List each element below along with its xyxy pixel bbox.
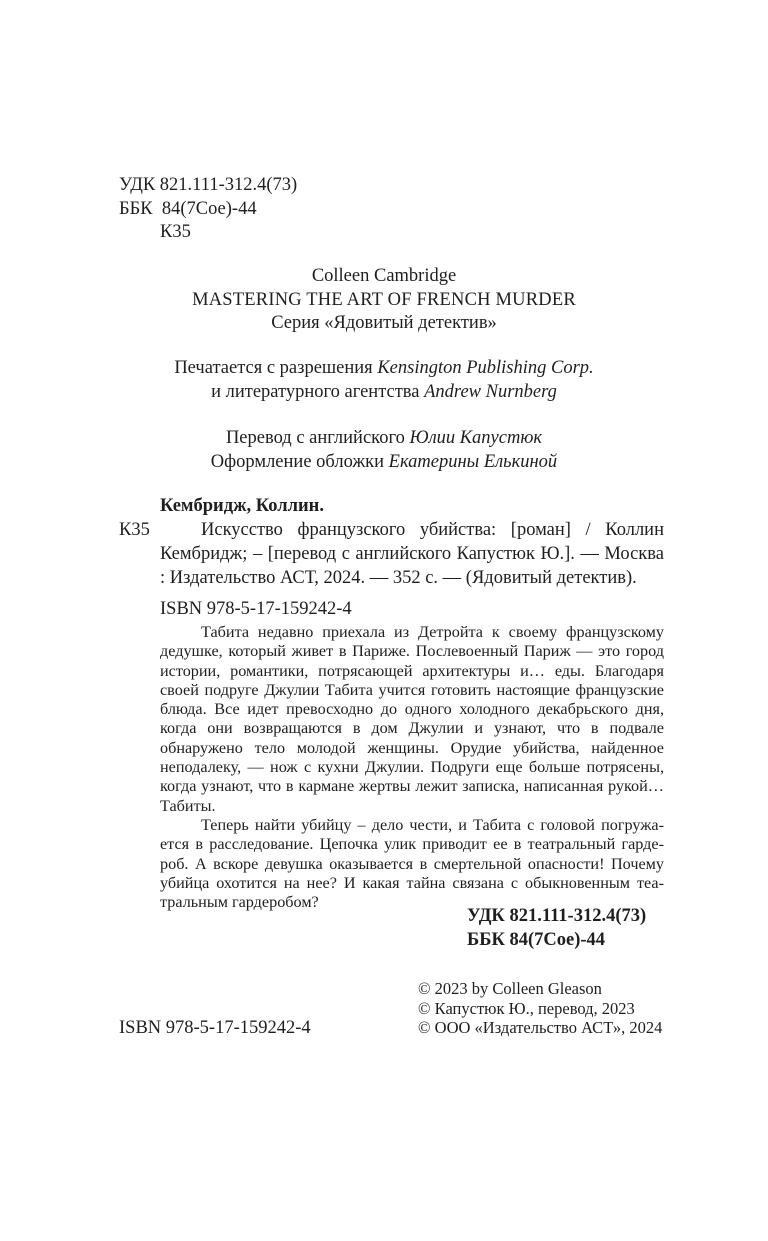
credits-block (0, 427, 768, 474)
original-title-block (0, 265, 768, 336)
annotation-paragraph: Теперь найти убийцу – дело чести, и Табита с головой погружается в расследование. Цепочка улик приводит ее в театральный гардероб. А вскоре девушка оказывается в смертельной опасности! Почему убийца охотится на нее? И какая тайна связана с обыкновенным театральным гардеробом? (160, 815, 664, 912)
agency-name: Andrew Nurnberg (424, 381, 557, 402)
footer-isbn: ISBN 978-5-17-159242-4 (119, 1018, 311, 1038)
author-heading: Кембридж, Коллин. (160, 496, 324, 516)
classification-codes-top (119, 174, 297, 245)
bbk-code: ББК 84(7Сое)-44 (119, 198, 257, 219)
publisher-name: Kensington Publishing Corp. (377, 358, 594, 378)
classification-codes-bottom (467, 905, 646, 952)
cover-credit (0, 451, 768, 475)
permission-line-1 (0, 357, 768, 381)
agency-prefix: и литературного агентства (211, 381, 425, 402)
cover-designer-name: Екатерины Елькиной (388, 451, 558, 472)
copyright-line: © Капустюк Ю., перевод, 2023 (418, 998, 635, 1018)
entry-description: Искусство французского убийства: [роман] / Коллин Кембридж; – [перевод с английского Капустюк Ю.]. — Москва : Издательство АСТ, 2024. — 352 с. — (Ядовитый детектив). (160, 520, 664, 588)
original-author: Colleen Cambridge (311, 266, 457, 286)
udk-code-bold: УДК 821.111-312.4(73) (467, 906, 647, 926)
entry-code: К35 (119, 520, 150, 540)
bibliographic-record (119, 494, 664, 621)
udk-code: УДК 821.111-312.4(73) (119, 175, 298, 195)
permission-prefix: Печатается с разрешения (174, 358, 378, 378)
bbk-code-bold: ББК 84(7Сое)-44 (467, 929, 606, 950)
translator-name: Юлии Капустюк (409, 428, 543, 448)
copyright-line: © 2023 by Colleen Gleason (418, 979, 602, 998)
copyright-notices (418, 979, 662, 1038)
translation-prefix: Перевод с английского (225, 428, 410, 448)
author-mark: К35 (160, 222, 191, 242)
permission-line-2 (0, 381, 768, 405)
annotation-paragraph: Табита недавно приехала из Детройта к своему французскому дедушке, который живет в Париже. Послевоенный Париж — это город истории, романтики, потрясающей архитектуры и… еды. Благодаря своей подруге Джулии Табита учится готовить настоящие французские блюда. Все идет превосходно до одного холодного декабрьского дня, когда они возвращаются в дом Джулии и узнают, что в подвале обнаружено тело молодой женщины. Орудие убийства, найденное неподалеку, — нож с кухни Джулии. Подруги еще больше потрясены, когда узнают, что в кармане жертвы лежит записка, написанная рукой… Табиты. (160, 623, 664, 815)
copyright-line: © ООО «Издательство АСТ», 2024 (418, 1018, 663, 1037)
annotation (160, 623, 664, 912)
permission-block (0, 357, 768, 404)
original-title: MASTERING THE ART OF FRENCH MURDER (192, 289, 576, 310)
series-name: Серия «Ядовитый детектив» (271, 313, 497, 333)
entry-isbn: ISBN 978-5-17-159242-4 (160, 599, 352, 619)
translation-credit (0, 427, 768, 451)
cover-prefix: Оформление обложки (210, 451, 389, 472)
bibliographic-entry (119, 518, 664, 590)
